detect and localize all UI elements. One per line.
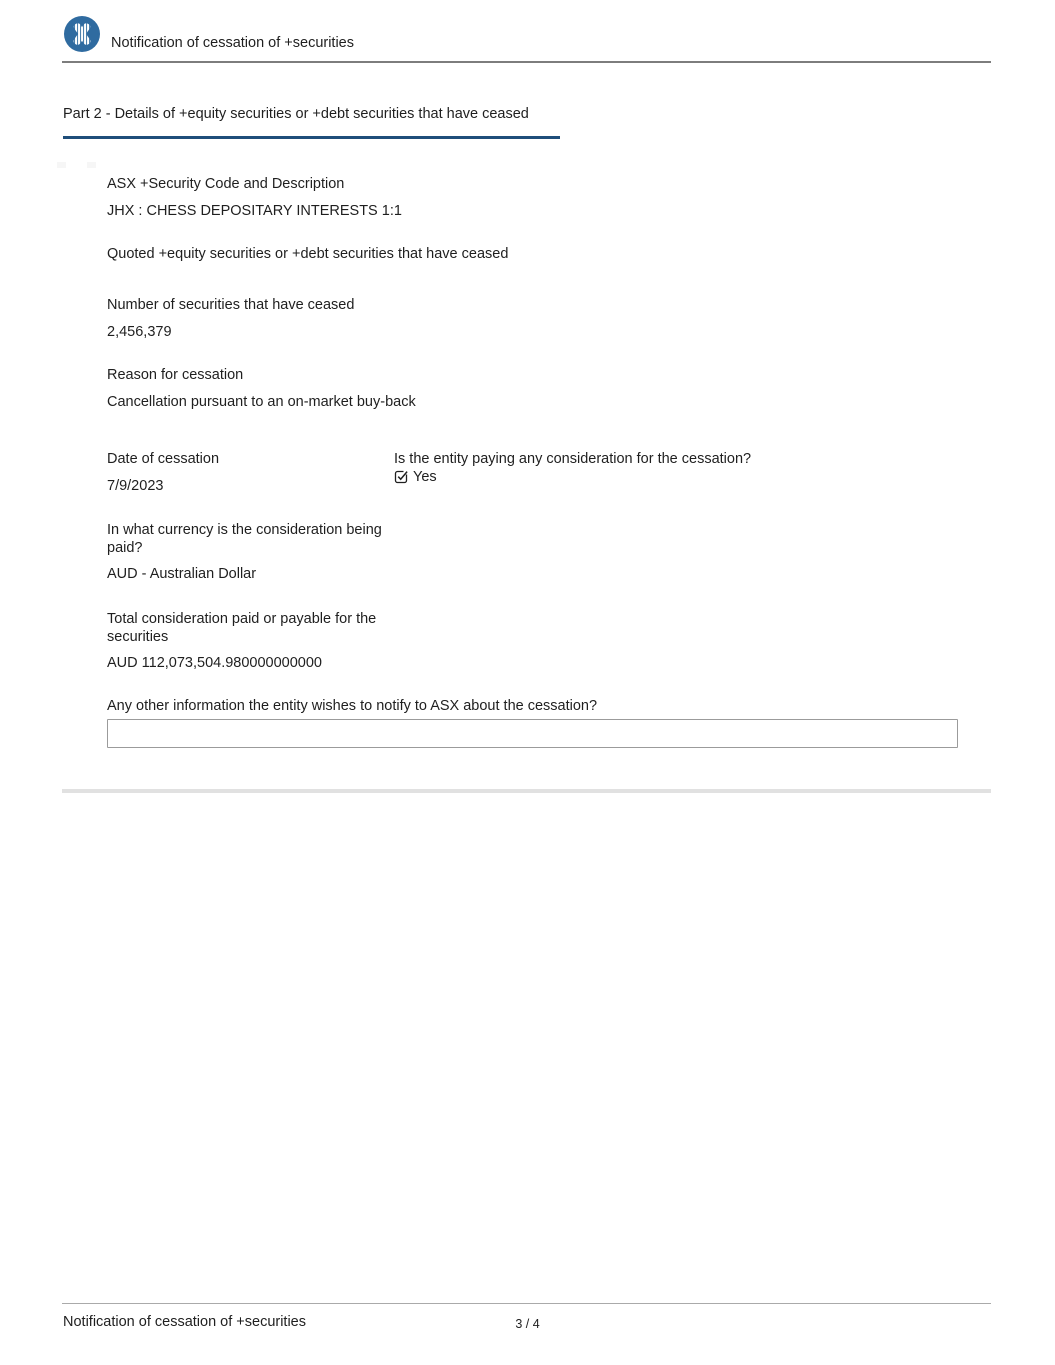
quoted-securities-heading: Quoted +equity securities or +debt securities that have ceased xyxy=(107,246,509,262)
security-code-value: JHX : CHESS DEPOSITARY INTERESTS 1:1 xyxy=(107,203,402,219)
footer-doc-title: Notification of cessation of +securities xyxy=(63,1314,306,1330)
date-of-cessation-value: 7/9/2023 xyxy=(107,478,164,494)
artifact-mark xyxy=(87,162,96,168)
page-title: Notification of cessation of +securities xyxy=(111,35,354,51)
number-ceased-label: Number of securities that have ceased xyxy=(107,297,355,313)
consideration-question: Is the entity paying any consideration for the cessation? xyxy=(394,451,752,467)
checked-checkbox-icon[interactable] xyxy=(394,470,408,484)
consideration-answer-row xyxy=(394,469,437,485)
currency-value: AUD - Australian Dollar xyxy=(107,566,257,582)
header-divider xyxy=(62,61,991,63)
footer-divider xyxy=(62,1303,991,1304)
section-divider xyxy=(62,789,991,793)
date-of-cessation-label: Date of cessation xyxy=(107,451,220,467)
total-consideration-label: Total consideration paid or payable for the securities xyxy=(107,611,377,645)
asx-logo-icon xyxy=(64,16,100,52)
total-consideration-value: AUD 112,073,504.980000000000 xyxy=(107,655,323,671)
section-heading: Part 2 - Details of +equity securities or +debt securities that have ceased xyxy=(63,106,529,122)
number-ceased-value: 2,456,379 xyxy=(107,324,172,340)
reason-label: Reason for cessation xyxy=(107,367,244,383)
artifact-mark xyxy=(57,162,66,168)
section-underline xyxy=(63,136,560,139)
consideration-answer: Yes xyxy=(413,469,437,485)
other-info-question: Any other information the entity wishes to notify to ASX about the cessation? xyxy=(107,698,598,714)
other-info-input[interactable] xyxy=(107,719,958,748)
page-indicator: 3 / 4 xyxy=(515,1317,540,1331)
security-code-label: ASX +Security Code and Description xyxy=(107,176,345,192)
reason-value: Cancellation pursuant to an on-market buy-back xyxy=(107,394,416,410)
currency-label: In what currency is the consideration being paid? xyxy=(107,522,382,556)
